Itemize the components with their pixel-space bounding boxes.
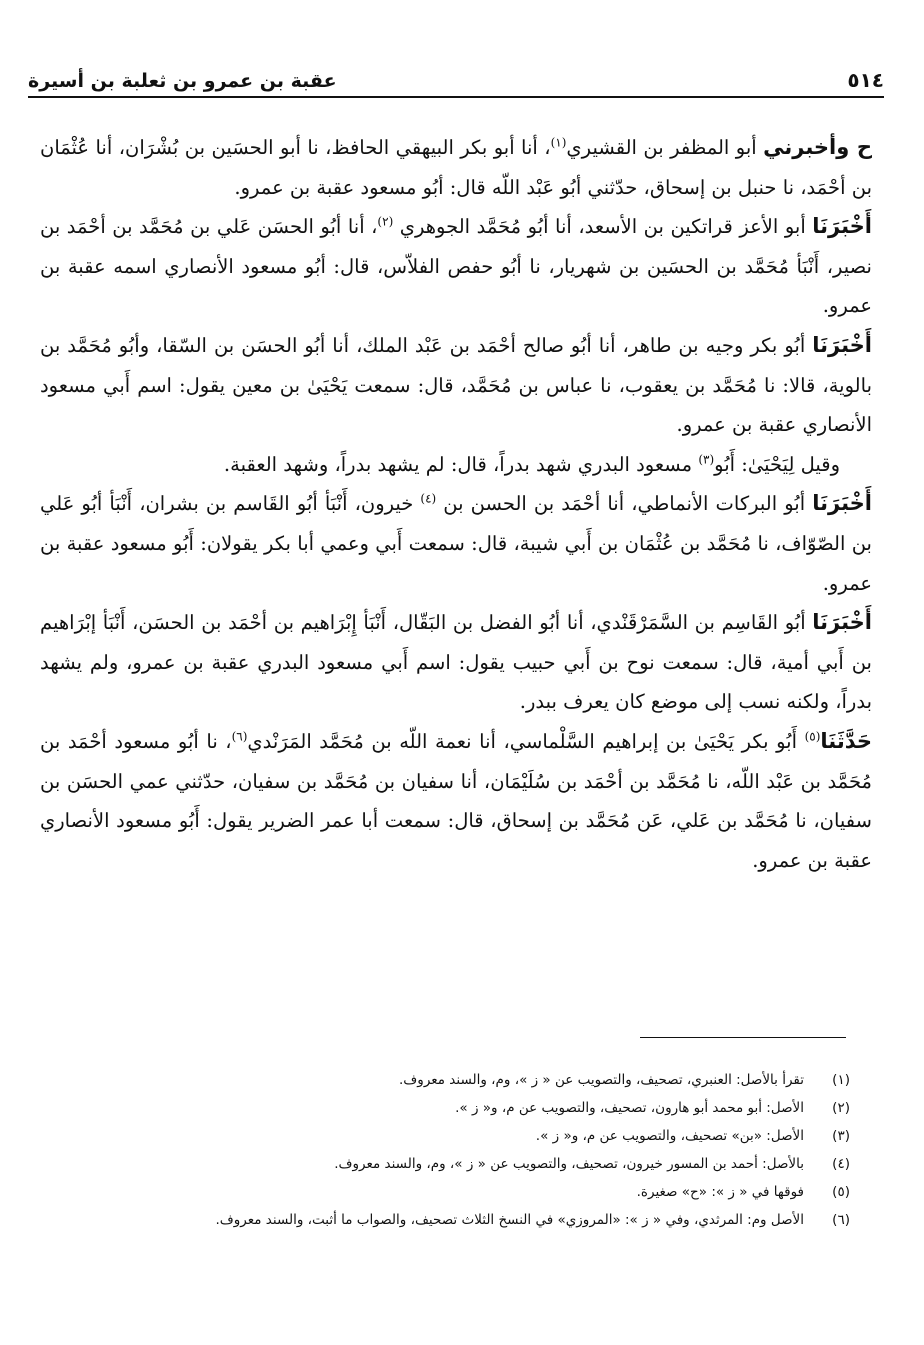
paragraph-text: أبو المظفر بن القشيري [566, 136, 764, 159]
paragraph-text: وقيل لِيَحْيَىٰ: أَبُو [714, 452, 840, 476]
footnotes [40, 1066, 850, 1234]
paragraph-text: خيرون، أَنْبَأ أبُو القَاسم بن بشران، أَنْبَأ أبُو عَلي بن الصّوّاف، نا مُحَمَّد بن عُثْمَان بن أَبي شيبة، قال: سمعت أَبي وعمي أبا بكر يقولان: أَبُو مسعود عقبة بن عمرو. [40, 492, 872, 595]
footnote-text: تقرأ بالأصل: العنبري، تصحيف، والتصويب عن « ز »، وم، والسند معروف. [399, 1072, 804, 1088]
footnote [40, 1122, 850, 1150]
footnote-marker: (١) [550, 135, 567, 150]
paragraph [40, 207, 872, 326]
footnote-marker: (٦) [231, 729, 248, 744]
paragraph-text: أبُو البركات الأنماطي، أنا أحْمَد بن الحسن بن [436, 492, 813, 516]
footnote-text: الأصل: «بن» تصحيف، والتصويب عن م، و« ز ». [535, 1128, 804, 1144]
paragraph-text: أَبُو بكر يَحْيَىٰ بن إبراهيم السَّلْماسي، أنا نعمة اللّه بن مُحَمَّد المَرَنْدي [247, 729, 805, 753]
footnote-marker: (٤) [420, 491, 437, 506]
paragraph-lead-word: أَخْبَرَنَا [812, 610, 872, 635]
footnote-text: الأصل وم: المرثدي، وفي « ز »: «المروزي» في النسخ الثلاث تصحيف، والصواب ما أثبت، والسند معروف. [215, 1212, 804, 1228]
footnote-number: (٢) [832, 1100, 850, 1116]
paragraph-lead-word: ح وأخبرني [763, 135, 872, 159]
footnote-number: (٤) [832, 1156, 850, 1172]
footnote-number: (١) [832, 1072, 850, 1088]
paragraph [40, 603, 872, 722]
footnote [40, 1150, 850, 1178]
footnote-number: (٥) [832, 1184, 850, 1200]
footnote-text: الأصل: أبو محمد أبو هارون، تصحيف، والتصويب عن م، و« ز ». [455, 1100, 804, 1116]
footnote-marker: (٥) [804, 729, 821, 744]
paragraph [40, 722, 872, 880]
paragraph-lead-word: أَخْبَرَنَا [812, 491, 872, 516]
main-text [40, 128, 872, 880]
paragraph-text: مسعود البدري شهد بدراً، قال: لم يشهد بدراً، وشهد العقبة. [223, 452, 699, 476]
paragraph [40, 326, 872, 445]
paragraph-text: أبو الأعز قراتكين بن الأسعد، أنا أبُو مُحَمَّد الجوهري [393, 215, 813, 239]
footnote [40, 1206, 850, 1234]
paragraph-text: أبُو القَاسِم بن السَّمَرْقَنْدي، أنا أبُو الفضل بن البَقّال، أَنْبَأ إِبْرَاهيم بن أحْمَد بن الحسَن، أَنْبَأ إبْرَاهيم بن أَبي أمية، قال: سمعت نوح بن أَبي حبيب يقول: اسم أَبي مسعود البدري عقبة بن عمرو، ولم يشهد بدراً، ولكنه نسب إلى موضع كان يعرف ببدر. [40, 611, 872, 714]
paragraph-text: ، نا أبُو مسعود أحْمَد بن مُحَمَّد بن عَبْد اللّه، نا مُحَمَّد بن أحْمَد بن سُلَيْمَان، أنا سفيان بن مُحَمَّد بن سفيان، حدّثني عمي الحسَن بن سفيان، نا مُحَمَّد بن عَلي، عَن مُحَمَّد بن إسحاق، قال: سمعت أبا عمر الضرير يقول: أَبُو مسعود الأنصاري عقبة بن عمرو. [40, 729, 872, 872]
footnote-marker: (٣) [698, 452, 715, 467]
paragraph-lead-word: أَخْبَرَنَا [812, 214, 872, 239]
footnote-separator [640, 1037, 846, 1038]
footnote [40, 1066, 850, 1094]
paragraph-lead-word: أَخْبَرَنَا [812, 332, 872, 357]
footnote-text: فوقها في « ز »: «ح» صغيرة. [636, 1184, 804, 1200]
running-title: عقبة بن عمرو بن ثعلبة بن أسيرة [28, 70, 337, 92]
footnote [40, 1094, 850, 1122]
paragraph-text: ، أنا أبو بكر البيهقي الحافظ، نا أبو الحسَين بن بُشْرَان، أنا عُثْمَان بن أحْمَد، نا حنبل بن إسحاق، حدّثني أبُو عَبْد اللّه قال: أبُو مسعود عقبة بن عمرو. [40, 136, 872, 199]
footnote-number: (٦) [832, 1212, 850, 1228]
paragraph-text: أبُو بكر وجيه بن طاهر، أنا أبُو صالح أحْمَد بن عَبْد الملك، أنا أبُو الحسَن بن السّقا، وأبُو مُحَمَّد بن بالوية، قالا: نا مُحَمَّد بن يعقوب، نا عباس بن مُحَمَّد، قال: سمعت يَحْيَىٰ بن معين يقول: اسم أَبي مسعود الأنصاري عقبة بن عمرو. [40, 333, 872, 437]
page-header [28, 62, 884, 98]
footnote-text: بالأصل: أحمد بن المسور خيرون، تصحيف، والتصويب عن « ز »، وم، والسند معروف. [334, 1156, 804, 1172]
paragraph [40, 128, 872, 207]
footnote-marker: (٢) [377, 214, 394, 229]
footnote-number: (٣) [832, 1128, 850, 1144]
page-number: ٥١٤ [847, 68, 884, 92]
paragraph-lead-word: حَدَّثَنَا [820, 728, 872, 753]
paragraph [40, 484, 872, 603]
paragraph [40, 445, 872, 485]
footnote [40, 1178, 850, 1206]
paragraph-text: ، أنا أبُو الحسَن عَلي بن مُحَمَّد بن أحْمَد بن نصير، أَنْبَأ مُحَمَّد بن الحسَين بن شهريار، نا أبُو حفص الفلاّس، قال: أبُو مسعود الأنصاري اسمه عقبة بن عمرو. [40, 215, 872, 318]
